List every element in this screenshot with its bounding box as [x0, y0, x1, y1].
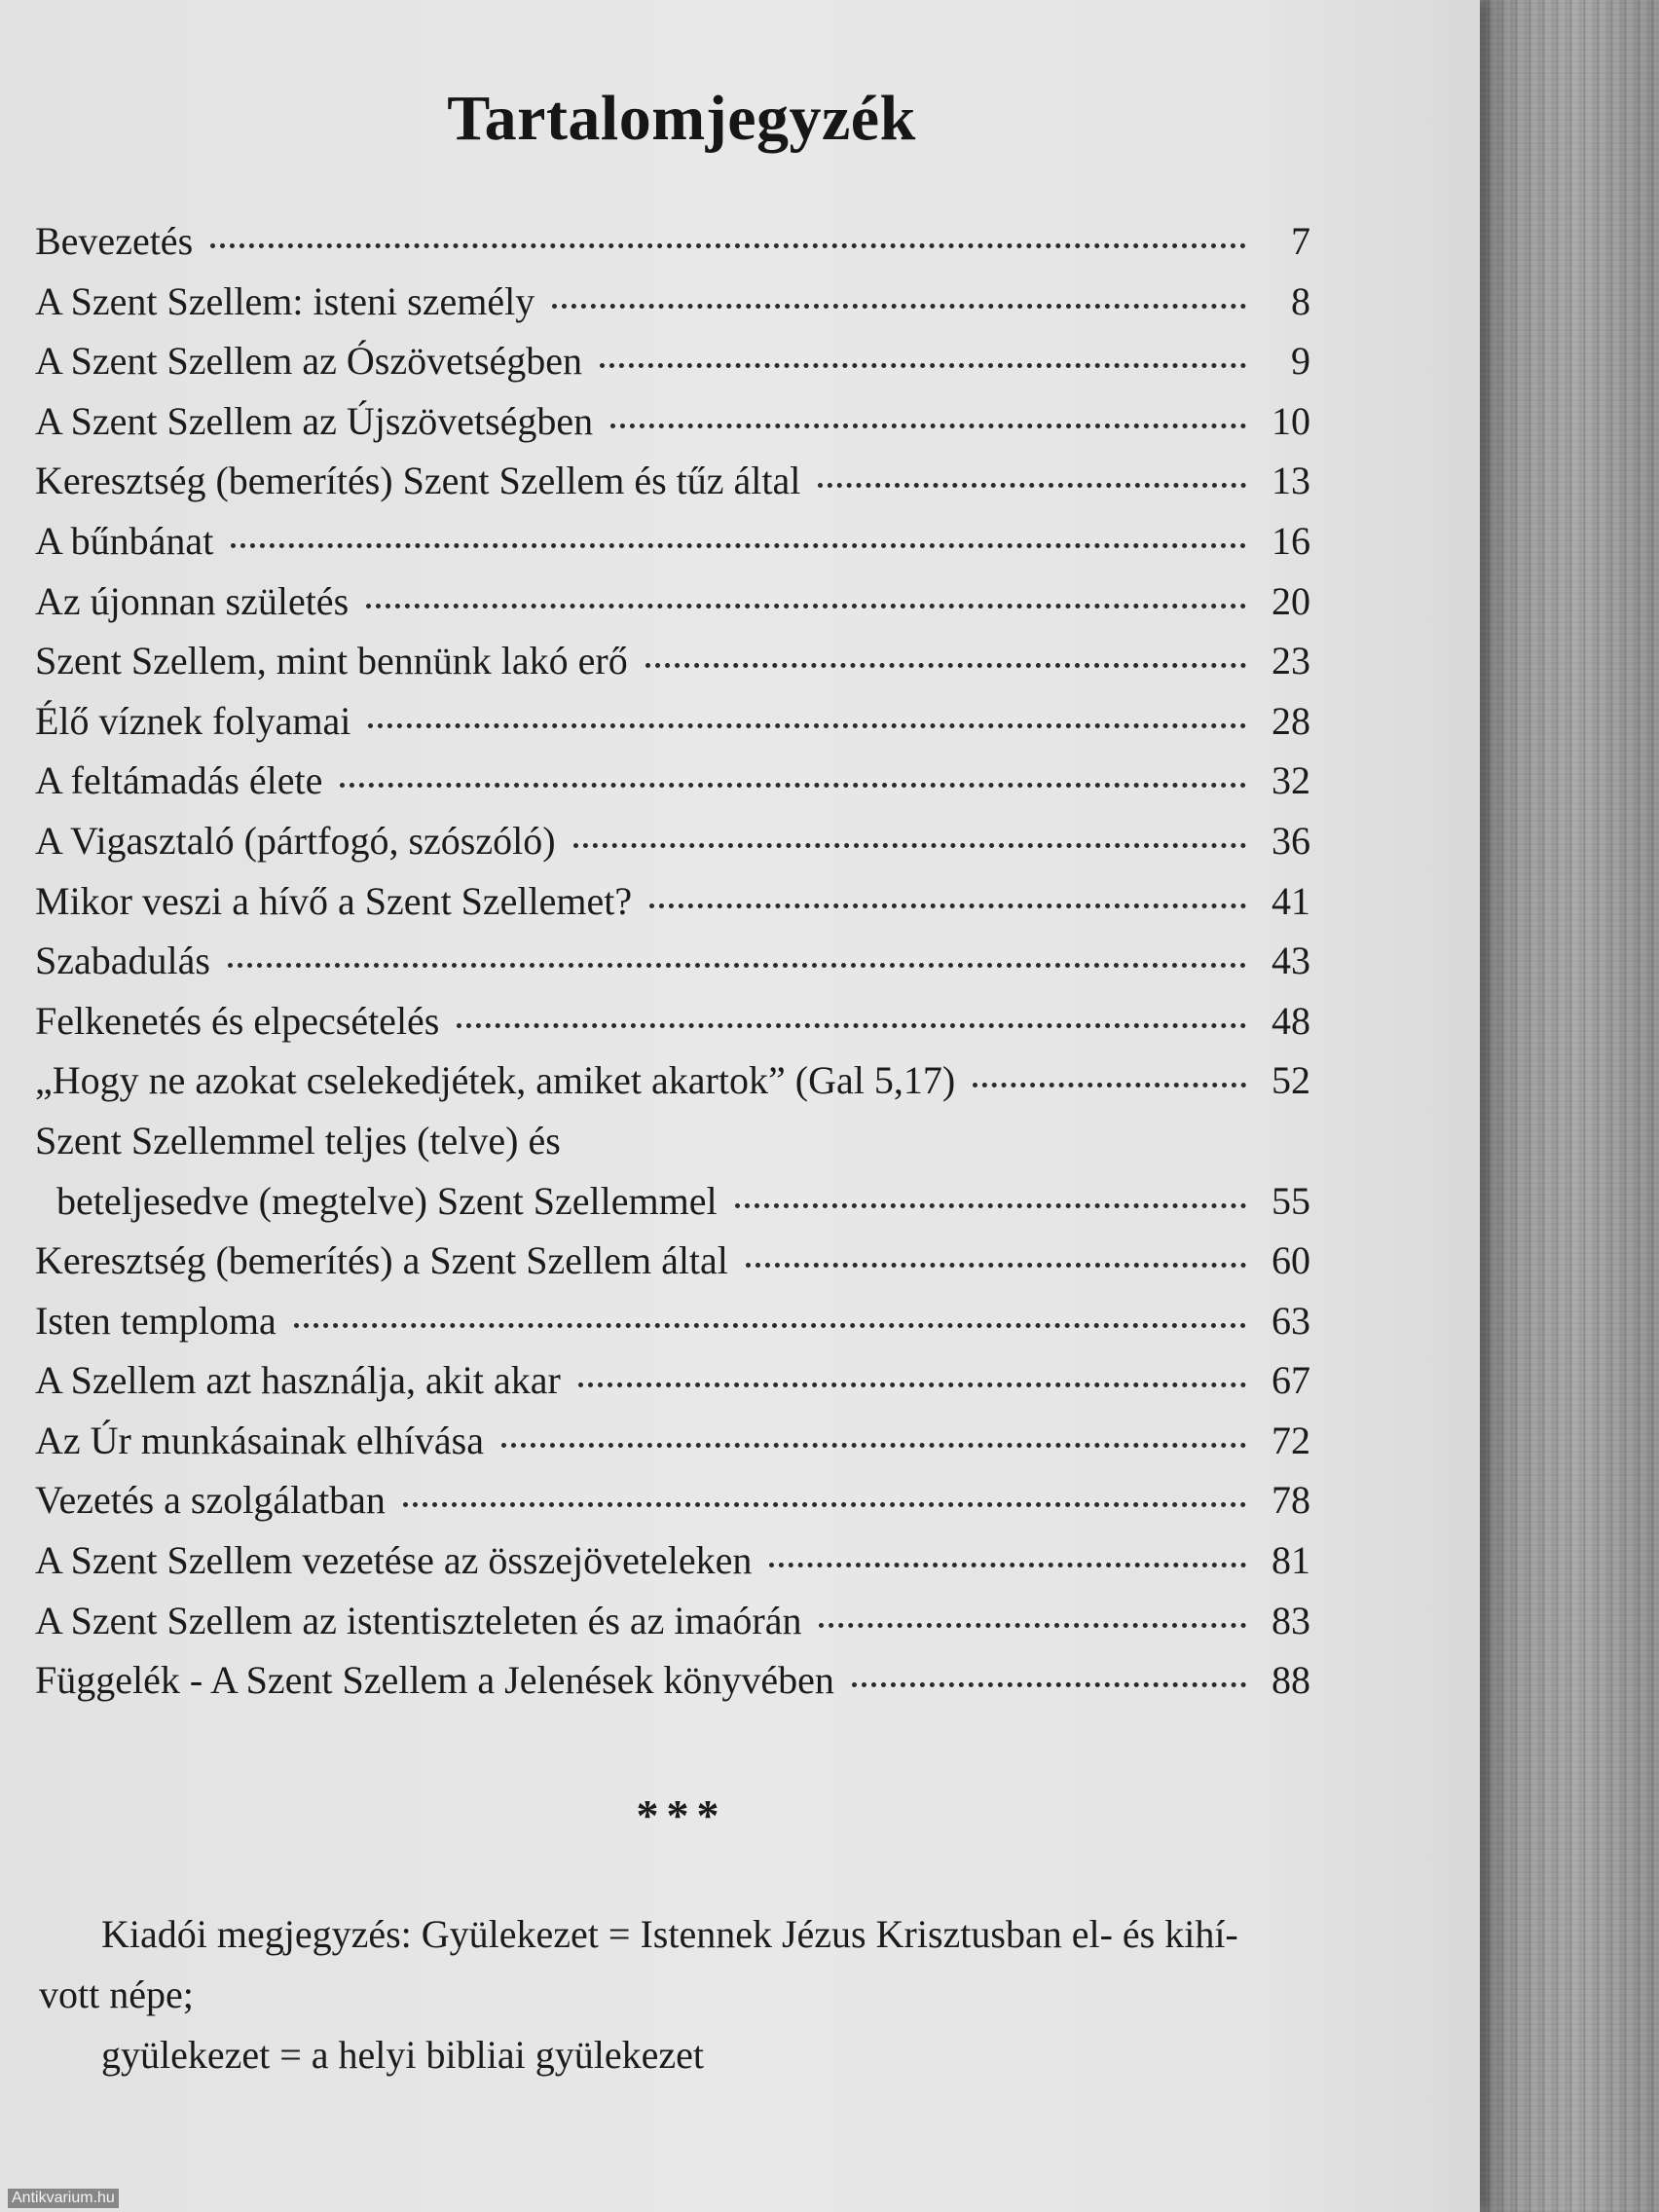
- toc-entry-page-number: 7: [1291, 219, 1310, 263]
- toc-entry-continuation: [35, 1178, 1310, 1238]
- dot-leader: [294, 1323, 1246, 1328]
- dot-leader: [645, 663, 1246, 668]
- dot-leader: [746, 1263, 1246, 1268]
- toc-entry-title: A Szent Szellem az istentiszteleten és az imaórán: [35, 1598, 802, 1642]
- toc-entry-page-number: 88: [1272, 1658, 1310, 1703]
- toc-entry-title: A Szellem azt használja, akit akar: [35, 1358, 561, 1403]
- toc-entry: [35, 878, 1310, 939]
- dot-leader: [366, 604, 1246, 608]
- page-title: Tartalomjegyzék: [447, 83, 916, 155]
- toc-entry: [35, 518, 1310, 578]
- dot-leader: [501, 1443, 1246, 1448]
- dot-leader: [819, 1623, 1246, 1628]
- toc-entry-title: Mikor veszi a hívő a Szent Szellemet?: [35, 878, 633, 923]
- dot-leader: [818, 483, 1246, 488]
- toc-entry-title: A Vigasztaló (pártfogó, szószóló): [35, 818, 556, 863]
- toc-entry-page-number: 78: [1272, 1478, 1310, 1523]
- toc-entry-page-number: 20: [1272, 578, 1310, 623]
- dot-leader: [340, 783, 1246, 788]
- dot-leader: [552, 304, 1246, 309]
- book-page-edges: [1460, 0, 1659, 2212]
- toc-entry: [35, 338, 1310, 398]
- toc-entry-page-number: 23: [1272, 639, 1310, 683]
- toc-entry-title: A Szent Szellem az Ószövetségben: [35, 339, 583, 384]
- toc-entry-page-number: 67: [1272, 1358, 1310, 1403]
- toc-entry: [35, 818, 1310, 878]
- toc-entry-page-number: 60: [1272, 1238, 1310, 1283]
- toc-entry-title: Az Úr munkásainak elhívása: [35, 1418, 484, 1462]
- toc-entry-page-number: 28: [1272, 698, 1310, 743]
- toc-entry-title: „Hogy ne azokat cselekedjétek, amiket akartok” (Gal 5,17): [35, 1058, 956, 1103]
- toc-entry: [35, 757, 1310, 818]
- toc-entry-title: A Szent Szellem vezetése az összejöveteleken: [35, 1538, 753, 1583]
- toc-entry: [35, 1537, 1310, 1598]
- toc-entry-page-number: 48: [1272, 998, 1310, 1043]
- publisher-note-line-3: gyülekezet = a helyi bibliai gyülekezet: [101, 2033, 704, 2077]
- toc-entry: [35, 698, 1310, 758]
- dot-leader: [403, 1502, 1246, 1507]
- toc-entry-title: A bűnbánat: [35, 518, 214, 563]
- publisher-note-line-2: vott népe;: [39, 1972, 194, 2016]
- toc-entry-title: Vezetés a szolgálatban: [35, 1478, 386, 1523]
- publisher-note-line-1: Kiadói megjegyzés: Gyülekezet = Istennek Jézus Krisztusban el- és kihí-: [101, 1912, 1238, 1956]
- toc-entry-title: Keresztség (bemerítés) a Szent Szellem által: [35, 1238, 728, 1283]
- dot-leader: [852, 1682, 1246, 1687]
- toc-entry: [35, 1298, 1310, 1358]
- toc-entry: [35, 1477, 1310, 1537]
- toc-entry-page-number: 72: [1272, 1418, 1310, 1462]
- toc-entry-title: A feltámadás élete: [35, 758, 323, 803]
- section-separator: ***: [636, 1790, 727, 1840]
- toc-entry-page-number: 83: [1272, 1598, 1310, 1642]
- toc-entry-title: Szabadulás: [35, 939, 210, 983]
- watermark: Antikvarium.hu: [8, 2189, 119, 2208]
- toc-entry: [35, 218, 1310, 278]
- dot-leader: [368, 723, 1246, 728]
- toc-entry-page-number: 32: [1272, 758, 1310, 803]
- toc-entry-page-number: 81: [1272, 1538, 1310, 1583]
- toc-entry-title: A Szent Szellem az Újszövetségben: [35, 398, 594, 443]
- toc-entry-title: Bevezetés: [35, 219, 194, 263]
- toc-entry-page-number: 36: [1272, 818, 1310, 863]
- toc-entry: [35, 998, 1310, 1058]
- toc-entry-page-number: 8: [1291, 278, 1310, 323]
- toc-entry: [35, 1357, 1310, 1418]
- toc-entry-page-number: 55: [1272, 1178, 1310, 1223]
- toc-entry-title: Isten temploma: [35, 1298, 276, 1343]
- publisher-note: [39, 1904, 1344, 2085]
- toc-entry: [35, 1118, 1310, 1178]
- toc-entry: [35, 638, 1310, 698]
- toc-entry: [35, 1057, 1310, 1118]
- toc-entry-page-number: 52: [1272, 1058, 1310, 1103]
- toc-entry-title: beteljesedve (megtelve) Szent Szellemmel: [56, 1178, 718, 1223]
- toc-entry: [35, 1657, 1310, 1717]
- toc-entry-page-number: 63: [1272, 1298, 1310, 1343]
- toc-entry-title: Élő víznek folyamai: [35, 698, 351, 743]
- toc-entry-title: Szent Szellem, mint bennünk lakó erő: [35, 639, 628, 683]
- dot-leader: [649, 903, 1246, 908]
- toc-entry: [35, 938, 1310, 998]
- dot-leader: [210, 243, 1246, 248]
- toc-entry: [35, 1598, 1310, 1658]
- toc-entry-page-number: 41: [1272, 878, 1310, 923]
- dot-leader: [231, 543, 1246, 548]
- toc-entry: [35, 398, 1310, 459]
- toc-entry-title: Függelék - A Szent Szellem a Jelenések könyvében: [35, 1658, 834, 1703]
- dot-leader: [573, 843, 1246, 848]
- dot-leader: [457, 1023, 1246, 1028]
- toc-entry-title: Felkenetés és elpecsételés: [35, 998, 440, 1043]
- dot-leader: [600, 363, 1246, 368]
- toc-entry-title: A Szent Szellem: isteni személy: [35, 278, 535, 323]
- toc-entry-page-number: 13: [1272, 459, 1310, 503]
- toc-entry-title: Szent Szellemmel teljes (telve) és: [35, 1118, 561, 1162]
- toc-entry: [35, 458, 1310, 518]
- toc-entry-page-number: 43: [1272, 939, 1310, 983]
- toc-entry: [35, 1237, 1310, 1298]
- toc-entry: [35, 278, 1310, 339]
- table-of-contents: [35, 218, 1310, 1717]
- toc-entry-title: Az újonnan születés: [35, 578, 350, 623]
- dot-leader: [735, 1203, 1246, 1208]
- toc-entry-page-number: 10: [1272, 398, 1310, 443]
- dot-leader: [610, 424, 1246, 428]
- toc-entry: [35, 578, 1310, 639]
- dot-leader: [973, 1083, 1246, 1088]
- toc-entry-page-number: 9: [1291, 339, 1310, 384]
- toc-entry: [35, 1418, 1310, 1478]
- dot-leader: [578, 1382, 1246, 1387]
- toc-entry-title: Keresztség (bemerítés) Szent Szellem és tűz által: [35, 459, 801, 503]
- toc-entry-page-number: 16: [1272, 518, 1310, 563]
- dot-leader: [228, 963, 1246, 968]
- dot-leader: [769, 1563, 1246, 1567]
